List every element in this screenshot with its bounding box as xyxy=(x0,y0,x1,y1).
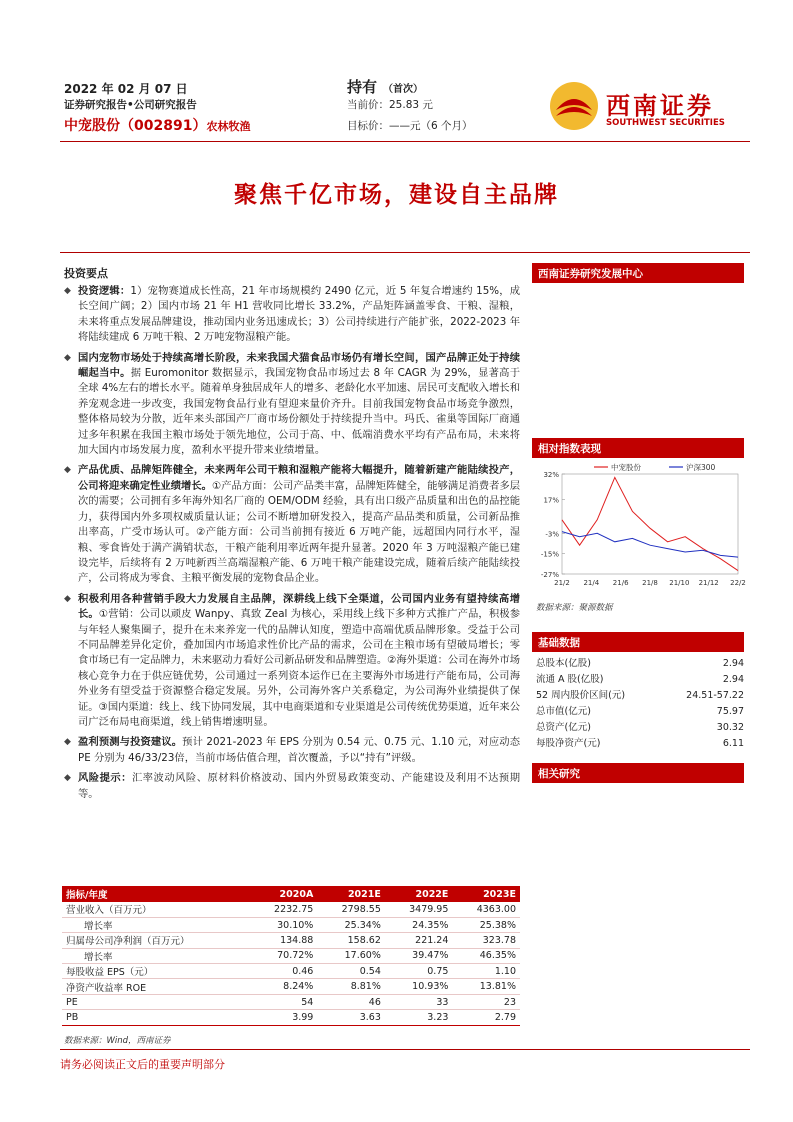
plot-frame xyxy=(562,474,738,574)
x-tick-label: 21/8 xyxy=(642,579,658,587)
header-rule xyxy=(60,141,750,142)
bullet-marketing xyxy=(64,592,520,731)
rating-note: （首次） xyxy=(383,84,424,95)
company-logo xyxy=(548,80,738,130)
data-row xyxy=(536,656,744,672)
table-cell: 4363.00 xyxy=(452,902,520,917)
bullet-logic xyxy=(64,284,520,346)
basic-data-table xyxy=(536,656,744,752)
bullet-text: 1）宠物赛道成长性高，21 年市场规模约 2490 亿元，近 5 年复合增速约 15%，成长空间广阔；2）国内市场 21 年 H1 营收同比增长 33.2%，产品矩阵涵盖零食、干粮、湿粮，未来将重点发展品牌建设，推动国内业务迅速成长；3）公司持续进行产能扩张，2022-2023 年将陆续建成 6 万吨干粮、2 万吨宠物湿粮产能。 xyxy=(78,285,521,344)
series-line-0 xyxy=(562,477,738,570)
table-cell: 33 xyxy=(385,994,453,1009)
bullet-product xyxy=(64,463,520,586)
table-cell: 3479.95 xyxy=(385,902,453,917)
table-cell: 0.54 xyxy=(317,964,385,979)
column-header: 2023E xyxy=(452,886,520,902)
bullet-text: ①产品方面：公司产品类丰富，品牌矩阵健全，能够满足消费者多层次的需要；公司拥有多年海外知名厂商的 OEM/ODM 经验，具有出口级产品质量和出色的品控能力，获得国内外多项权威质量认证；公司不断增加研发投入，提高产品品类和质量，公司新品推出率高，广受市场认可。②产能方面：公司当前拥有接近 6 万吨产能，远超国内同行水平，湿粮、零食皆处于满产满销状态，干粮产能利用率近两年提升显著。2020 年 3 万吨湿粮产能已建设完毕，后续将有 2 万吨新西兰高端湿粮产能、6 万吨干粮产能建设完成，随着后续产能陆续投产，公司将成为零食、主粮平衡发展的宠物食品企业。 xyxy=(78,479,520,585)
table-cell: 2232.75 xyxy=(250,902,318,917)
bullet-lead: 风险提示： xyxy=(78,772,132,785)
chart-source: 数据来源：聚源数据 xyxy=(536,603,613,613)
basic-data-bar: 基础数据 xyxy=(532,632,744,652)
y-tick-label: -3% xyxy=(545,530,559,539)
data-row xyxy=(536,688,744,704)
table-cell: 3.63 xyxy=(317,1010,385,1025)
data-value: 30.32 xyxy=(716,722,744,733)
table-row xyxy=(62,902,520,917)
table-cell: 134.88 xyxy=(250,933,318,948)
table-cell: 2798.55 xyxy=(317,902,385,917)
bullet-market xyxy=(64,351,520,459)
y-tick-label: 17% xyxy=(543,496,559,505)
related-research-bar: 相关研究 xyxy=(532,763,744,783)
y-tick-label: 32% xyxy=(543,471,559,479)
table-cell: 增长率 xyxy=(62,917,250,932)
x-tick-label: 21/10 xyxy=(669,579,690,587)
data-label: 52 周内股价区间(元) xyxy=(536,690,626,701)
table-cell: 70.72% xyxy=(250,948,318,963)
table-cell: PE xyxy=(62,994,250,1009)
x-tick-label: 21/4 xyxy=(583,579,600,587)
current-price: 当前价：25.83 元 xyxy=(347,99,433,111)
data-label: 总资产(亿元) xyxy=(536,722,591,733)
data-label: 总市值(亿元) xyxy=(536,706,591,717)
table-cell: 8.81% xyxy=(317,979,385,994)
table-row xyxy=(62,1010,520,1025)
table-cell: 营业收入（百万元） xyxy=(62,902,250,917)
table-cell: 25.34% xyxy=(317,917,385,932)
data-value: 75.97 xyxy=(716,706,744,717)
data-value: 24.51-57.22 xyxy=(686,690,744,701)
table-cell: 0.75 xyxy=(385,964,453,979)
y-tick-label: -27% xyxy=(540,571,559,579)
table-cell: 3.23 xyxy=(385,1010,453,1025)
table-cell: 增长率 xyxy=(62,948,250,963)
x-tick-label: 21/6 xyxy=(612,579,629,587)
y-tick-label: -15% xyxy=(540,550,559,559)
legend-label: 中宠股份 xyxy=(611,463,641,472)
table-cell: 10.93% xyxy=(385,979,453,994)
bullet-risk xyxy=(64,771,520,802)
bullet-text: ①营销：公司以顽皮 Wanpy、真致 Zeal 为核心，采用线上线下多种方式推广产品，积极参与年轻人聚集圈子，提升在未来养宠一代的品牌认知度，塑造中高端优质品牌形象。受益于公司不同品牌差异化定价，叠加国内市场追求性价比产品的需求，公司在主粮市场有望破局增长；零食市场已有一定品牌力，未来驱动力看好公司新品研发和品牌塑造。②海外渠道：公司在海外市场核心竞争力在于供应链优势，公司通过一系列资本运作已在主要海外市场进行产能布局，公司海外业务有望受益于资源整合稳定发展。另外，公司海外客户关系稳定，为公司海外业绩提供了保证。③国内渠道：线上、线下协同发展，其中电商渠道和专业渠道是公司传统优势渠道，近年来公司广泛布局电商渠道，线上销售增速明显。 xyxy=(78,608,520,728)
summary-heading: 投资要点 xyxy=(64,267,108,280)
table-cell: 221.24 xyxy=(385,933,453,948)
table-cell: 17.60% xyxy=(317,948,385,963)
relative-index-chart xyxy=(532,460,744,595)
logo-text-en: SOUTHWEST SECURITIES xyxy=(606,118,725,128)
table-cell: 净资产收益率 ROE xyxy=(62,979,250,994)
stock-code: 中宠股份（002891） xyxy=(64,118,207,134)
data-row xyxy=(536,720,744,736)
page-title: 聚焦千亿市场，建设自主品牌 xyxy=(234,182,559,208)
table-row xyxy=(62,994,520,1009)
data-row xyxy=(536,672,744,688)
table-row xyxy=(62,964,520,979)
table-cell: 24.35% xyxy=(385,917,453,932)
column-header: 2022E xyxy=(385,886,453,902)
data-value: 6.11 xyxy=(722,738,744,749)
data-value: 2.94 xyxy=(722,658,744,669)
data-row xyxy=(536,704,744,720)
table-header-row xyxy=(62,886,520,902)
column-header: 2021E xyxy=(317,886,385,902)
column-header: 2020A xyxy=(250,886,318,902)
series-line-1 xyxy=(562,532,738,558)
table-source: 数据来源：Wind，西南证券 xyxy=(64,1036,171,1046)
table-row xyxy=(62,917,520,932)
table-row xyxy=(62,979,520,994)
x-tick-label: 22/2 xyxy=(730,579,746,587)
rating-value: 持有 xyxy=(347,78,378,96)
table-cell: 1.10 xyxy=(452,964,520,979)
rating xyxy=(347,76,423,97)
target-price: 目标价：——元（6 个月） xyxy=(347,120,473,132)
bullet-text: 据 Euromonitor 数据显示，我国宠物食品市场过去 8 年 CAGR 为 29%，显著高于全球 4%左右的增长水平。随着单身独居成年人的增多、老龄化水平加速、居民可支配收入增长和养宠观念进一步改变，我国宠物食品行业有望迎来量价齐升。目前我国宠物食品市场竞争激烈，整体格局较为分散，近年来头部国产厂商市场份额处于持续提升当中。玛氏、雀巢等国际厂商通过多年积累在我国主粮市场处于领先地位，公司于高、中、低端消费水平均有产品布局，未来将加大国内市场发展力度，盈利水平提升带来业绩增量。 xyxy=(78,367,520,457)
logo-text-cn: 西南证券 xyxy=(606,91,714,120)
bullet-forecast xyxy=(64,735,520,766)
financial-table xyxy=(62,886,520,1026)
x-tick-label: 21/2 xyxy=(554,579,570,587)
bullet-text: 汇率波动风险、原材料价格波动、国内外贸易政策变动、产能建设及利用不达预期等。 xyxy=(78,772,521,800)
data-label: 总股本(亿股) xyxy=(536,658,591,669)
chart-title-bar: 相对指数表现 xyxy=(532,438,744,458)
table-cell: 8.24% xyxy=(250,979,318,994)
research-center-bar: 西南证券研究发展中心 xyxy=(532,263,744,283)
industry-label: 农林牧渔 xyxy=(206,120,251,133)
footer-disclaimer: 请务必阅读正文后的重要声明部分 xyxy=(60,1058,225,1071)
table-cell: PB xyxy=(62,1010,250,1025)
table-cell: 3.99 xyxy=(250,1010,318,1025)
table-cell: 25.38% xyxy=(452,917,520,932)
table-cell: 0.46 xyxy=(250,964,318,979)
data-label: 每股净资产(元) xyxy=(536,738,601,749)
bullet-lead: 产品优质、品牌矩阵健全，未来两年公司干粮和湿粮产能将大幅提升，随着新建产能陆续投产，公司将迎来确定性业绩增长。 xyxy=(78,464,520,492)
summary-body xyxy=(64,284,520,807)
table-row xyxy=(62,948,520,963)
table-cell: 23 xyxy=(452,994,520,1009)
bullet-lead: 盈利预测与投资建议。 xyxy=(78,736,183,749)
table-cell: 13.81% xyxy=(452,979,520,994)
legend-label: 沪深300 xyxy=(686,463,716,472)
bullet-lead: 投资逻辑： xyxy=(78,285,131,297)
table-cell: 158.62 xyxy=(317,933,385,948)
logo-emblem-icon xyxy=(548,80,600,132)
table-row xyxy=(62,933,520,948)
table-cell: 2.79 xyxy=(452,1010,520,1025)
table-cell: 46 xyxy=(317,994,385,1009)
bullet-text: 预计 2021-2023 年 EPS 分别为 0.54 元、0.75 元、1.10 元，对应动态 PE 分别为 46/33/23倍，当前市场估值合理，首次覆盖，予以“持有”评级。 xyxy=(78,736,521,764)
table-cell: 39.47% xyxy=(385,948,453,963)
table-cell: 46.35% xyxy=(452,948,520,963)
data-row xyxy=(536,736,744,752)
column-header: 指标/年度 xyxy=(62,886,250,902)
bullet-lead: 国内宠物市场处于持续高增长阶段，未来我国犬猫食品市场仍有增长空间，国产品牌正处于持续崛起当中。 xyxy=(78,351,520,380)
table-cell: 323.78 xyxy=(452,933,520,948)
table-cell: 每股收益 EPS（元） xyxy=(62,964,250,979)
stock-name xyxy=(64,115,250,135)
title-rule xyxy=(60,252,750,253)
x-tick-label: 21/12 xyxy=(698,579,719,587)
table-cell: 54 xyxy=(250,994,318,1009)
footer-rule xyxy=(60,1049,750,1050)
data-label: 流通 A 股(亿股) xyxy=(536,674,604,685)
report-date: 2022 年 02 月 07 日 xyxy=(64,82,188,96)
report-type: 证券研究报告•公司研究报告 xyxy=(64,99,197,111)
bullet-lead: 积极利用各种营销手段大力发展自主品牌，深耕线上线下全渠道，公司国内业务有望持续高增长。 xyxy=(78,592,520,621)
table-cell: 归属母公司净利润（百万元） xyxy=(62,933,250,948)
data-value: 2.94 xyxy=(722,674,744,685)
table-cell: 30.10% xyxy=(250,917,318,932)
